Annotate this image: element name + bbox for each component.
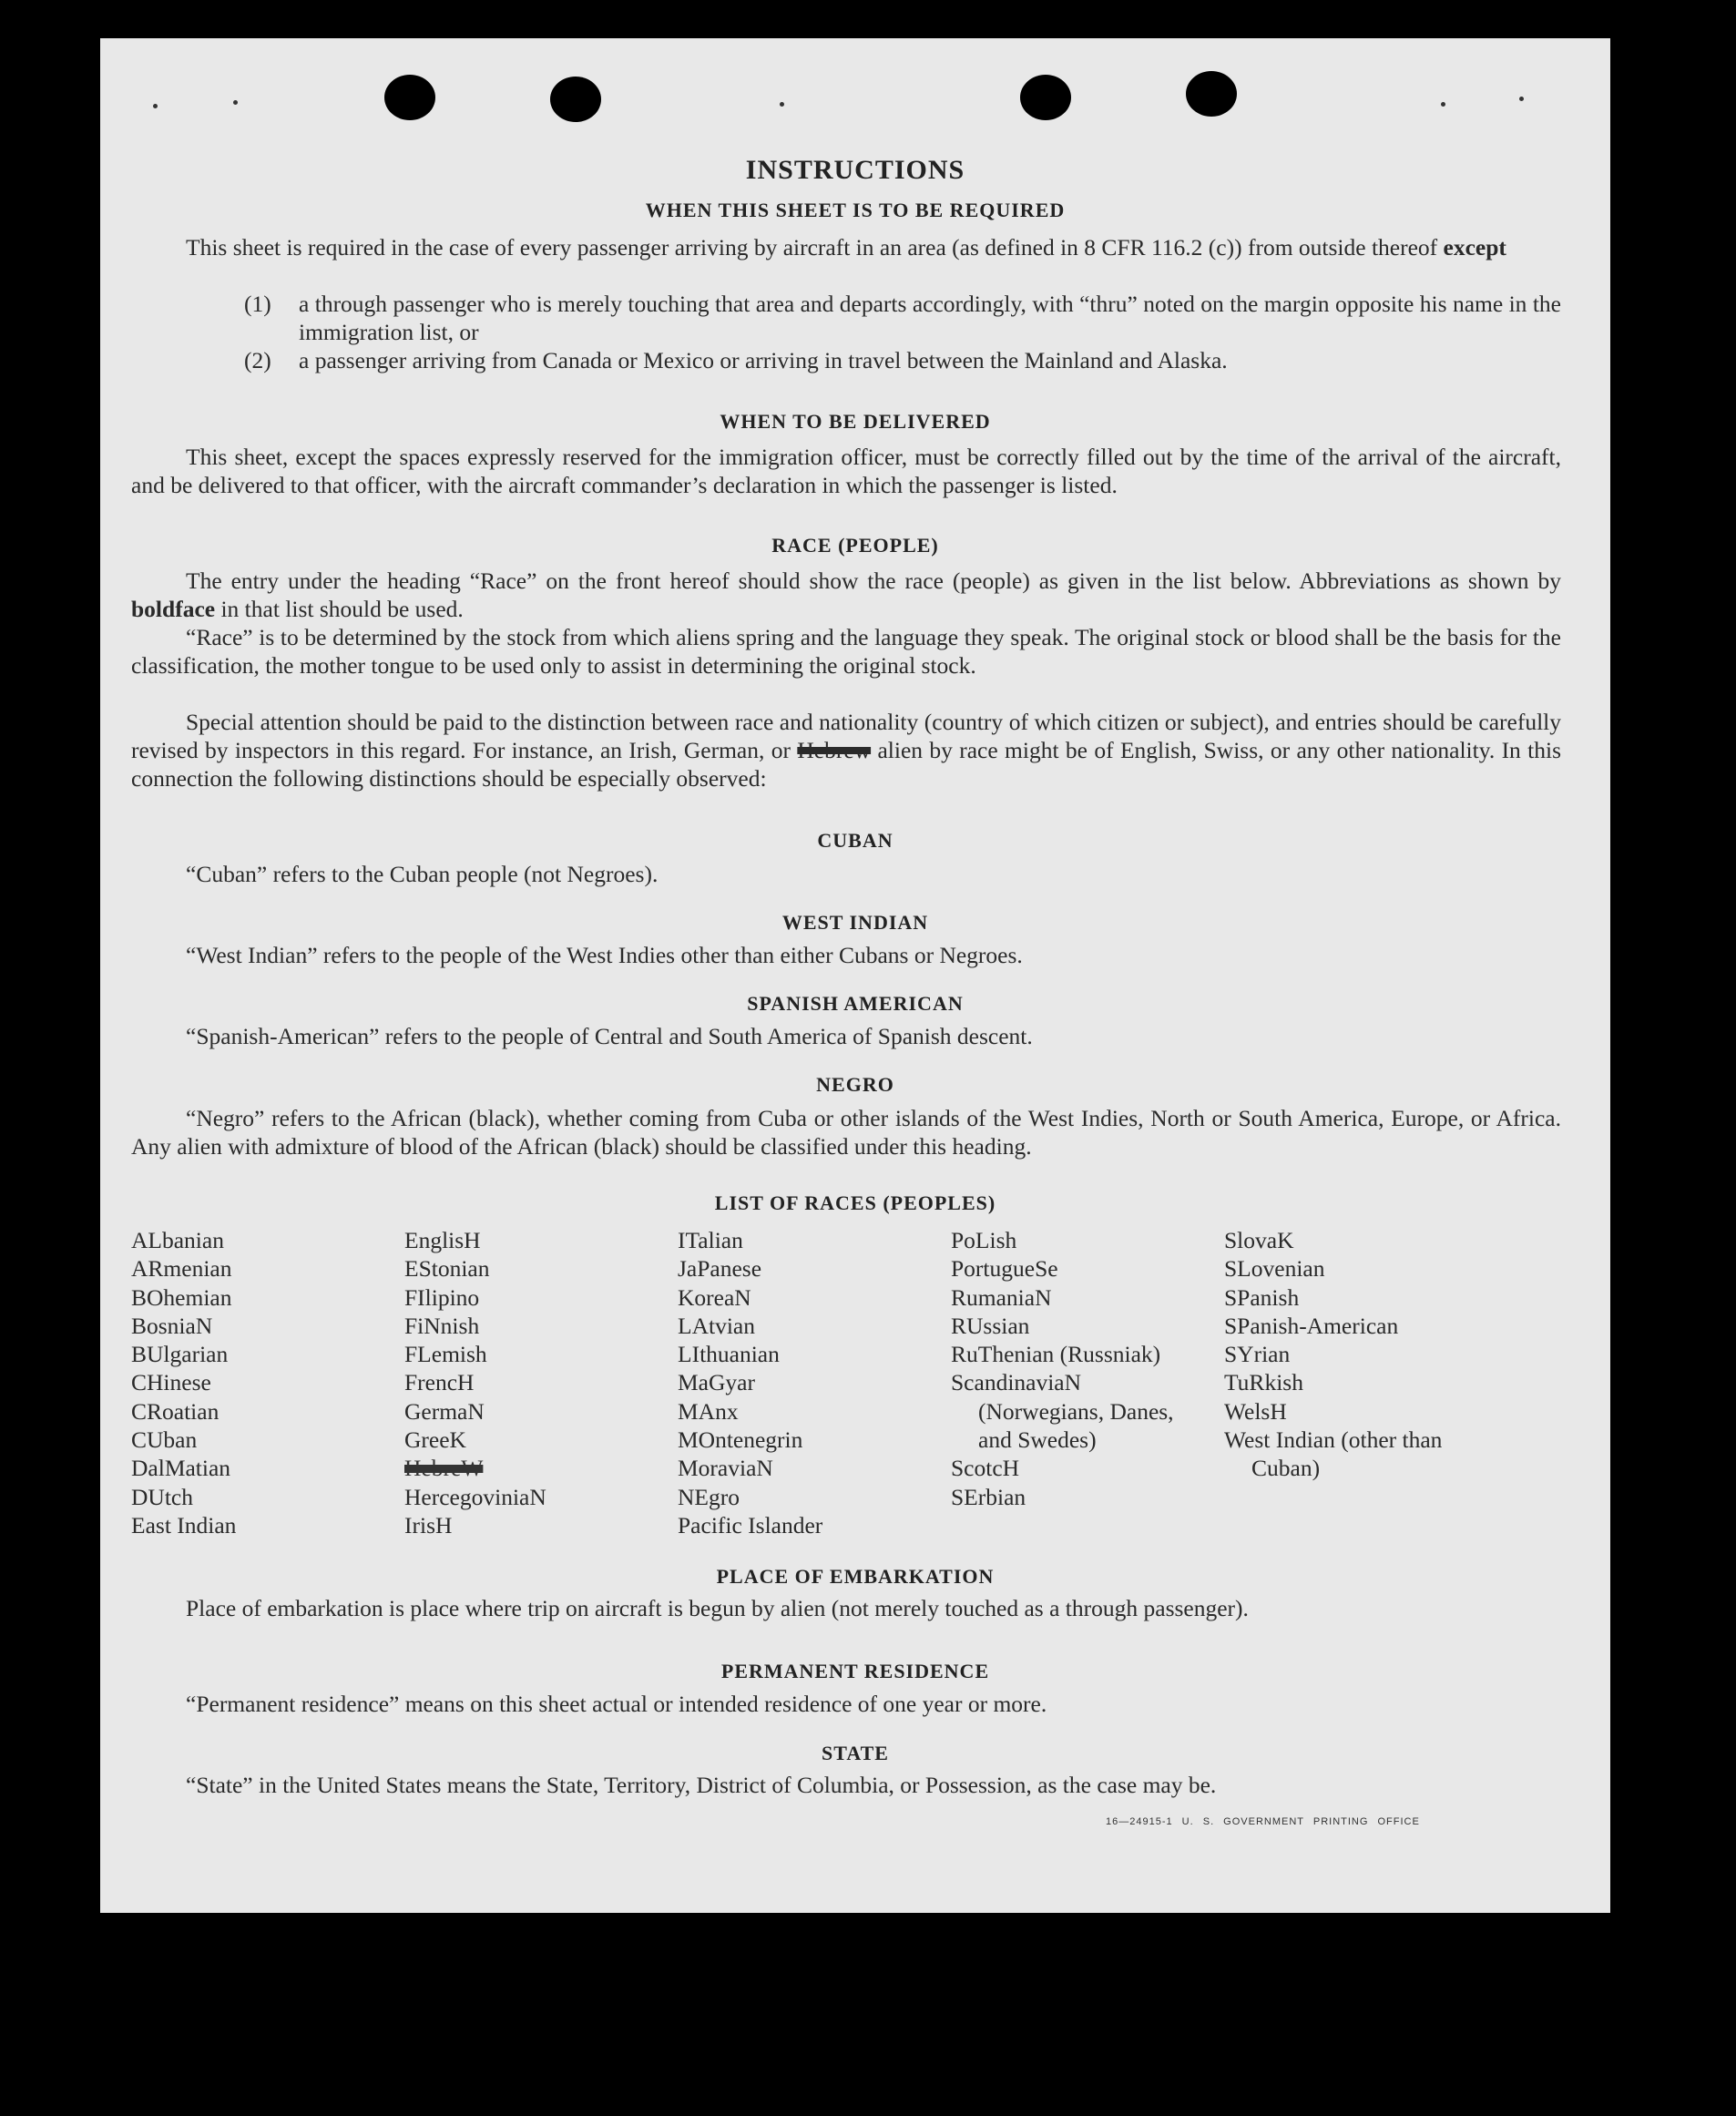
section-text: This sheet is required in the case of every passenger arriving by aircraft in an area (as defined in 8 CFR 116.2 (c)) from outside thereof except [186,234,1506,261]
section-heading: STATE [822,1742,889,1764]
race-entry: PortugueSe [951,1255,1058,1283]
race-entry: HebreW [404,1455,484,1482]
race-entry: RumaniaN [951,1283,1052,1311]
section-heading: PERMANENT RESIDENCE [720,1660,990,1682]
race-entry: KoreaN [678,1283,751,1311]
page-title: INSTRUCTIONS [745,155,965,185]
form-number: 16—24915-1 [1106,1816,1173,1827]
race-entry: LIthuanian [678,1341,780,1368]
race-column [951,1226,1199,1511]
race-entry: FiNnish [404,1312,480,1339]
section-text: Special attention should be paid to the distinction between race and nationality (country of which citizen or subject), and entries should be carefully revised by inspectors in this regard. For instance, an Irish, German, or Hebrew alien by race might be of English, Swiss, or any other nationality. In this connection the following distinctions should be especially observed: [131,709,1562,792]
punch-hole [1020,75,1071,120]
paper-speck [153,104,158,108]
race-entry: CHinese [131,1369,211,1396]
race-entry: EnglisH [404,1227,481,1253]
section-text: “State” in the United States means the State, Territory, District of Columbia, or Possession, as the case may be. [186,1772,1217,1798]
race-entry: East Indian [131,1511,237,1538]
race-entry: TuRkish [1224,1369,1303,1396]
section-heading: SPANISH AMERICAN [747,992,964,1015]
section-text: “Spanish-American” refers to the people of Central and South America of Spanish descent. [186,1023,1033,1049]
race-entry: SPanish-American [1224,1312,1399,1339]
section-text: “Race” is to be determined by the stock from which aliens spring and the language they speak. The original stock or blood shall be the basis for the classification, the mother tongue to be used only to assist in determining the original stock. [131,624,1561,679]
section-heading: CUBAN [817,829,894,852]
race-entry: ITalian [678,1227,743,1253]
struck-word: Hebrew [797,737,872,763]
race-entry: ALbanian [131,1227,224,1253]
race-entry: FrencH [404,1369,475,1396]
race-entry: SErbian [951,1483,1026,1510]
race-entry: CRoatian [131,1397,220,1425]
section-text: This sheet, except the spaces expressly reserved for the immigration officer, must be correctly filled out by the time of the arrival of the aircraft, and be delivered to that officer, with the aircraft commander’s declaration in which the passenger is listed. [131,444,1561,498]
punch-hole [550,77,601,122]
race-entry: West Indian (other than Cuban) [1224,1426,1443,1482]
paper-speck [1519,97,1524,101]
section-heading: WHEN THIS SHEET IS TO BE REQUIRED [645,199,1066,221]
race-entry: ScotcH [951,1455,1020,1482]
section-text: “Permanent residence” means on this sheet actual or intended residence of one year or more. [186,1691,1047,1717]
race-entry: WelsH [1224,1397,1287,1425]
race-entry: FIlipino [404,1283,480,1311]
race-entry: MOntenegrin [678,1426,803,1454]
race-entry: MoraviaN [678,1455,773,1482]
race-entry: LAtvian [678,1312,755,1339]
section-text: The entry under the heading “Race” on the front hereof should show the race (people) as given in the list below. Abbreviations as shown by boldface in that list should be used. [131,567,1561,622]
race-entry: ARmenian [131,1255,232,1283]
punch-hole [384,75,435,120]
printing-office-imprint [1106,1816,1420,1827]
race-entry: SPanish [1224,1283,1300,1311]
race-entry: PoLish [951,1227,1017,1253]
race-entry: IrisH [404,1511,453,1538]
section-text: Place of embarkation is place where trip on aircraft is begun by alien (not merely touched as a through passenger). [186,1595,1249,1621]
section-heading: WHEN TO BE DELIVERED [720,410,991,433]
paper-speck [780,102,784,107]
race-entry: FLemish [404,1341,487,1368]
printer-name: U. S. GOVERNMENT PRINTING OFFICE [1181,1816,1420,1827]
race-entry: MaGyar [678,1369,755,1396]
race-entry: RuThenian (Russniak) [951,1341,1161,1368]
instruction-sheet [100,38,1610,1913]
race-entry: ScandinaviaN (Norwegians, Danes, and Swedes) [951,1369,1174,1454]
section-text: “Cuban” refers to the Cuban people (not Negroes). [186,861,659,887]
race-entry: RUssian [951,1312,1030,1339]
punch-hole [1186,71,1237,117]
race-column [131,1226,386,1539]
section-heading: WEST INDIAN [781,911,929,934]
section-heading: LIST OF RACES (PEOPLES) [714,1191,996,1214]
race-entry: SLovenian [1224,1255,1325,1283]
race-entry: JaPanese [678,1255,762,1283]
race-entry: DUtch [131,1483,193,1510]
race-entry: GreeK [404,1426,466,1454]
race-entry: NEgro [678,1483,740,1510]
race-entry: GermaN [404,1397,485,1425]
race-entry: BosniaN [131,1312,213,1339]
race-entry: BOhemian [131,1283,232,1311]
race-entry: DalMatian [131,1455,231,1482]
race-column [1224,1226,1488,1483]
section-heading: PLACE OF EMBARKATION [716,1565,995,1588]
paper-speck [233,100,238,105]
section-text: “Negro” refers to the African (black), whether coming from Cuba or other islands of the West Indies, North or South America, Europe, or Africa. Any alien with admixture of blood of the African (black) should be classified under this heading. [131,1105,1561,1160]
list-item: (2) a passenger arriving from Canada or Mexico or arriving in travel between the Mainland and Alaska. [244,347,1228,373]
section-text: “West Indian” refers to the people of the West Indies other than either Cubans or Negroes. [186,942,1023,968]
race-column [404,1226,659,1539]
race-entry: EStonian [404,1255,490,1283]
race-entry: MAnx [678,1397,739,1425]
paper-speck [1441,102,1445,107]
list-item: (1) a through passenger who is merely touching that area and departs accordingly, with “thru” noted on the margin opposite his name in the immigration list, or [244,291,1561,345]
race-entry: BUlgarian [131,1341,229,1368]
race-entry: SlovaK [1224,1227,1294,1253]
section-heading: RACE (PEOPLE) [771,534,939,557]
race-column [678,1226,933,1539]
race-entry: HercegoviniaN [404,1483,546,1510]
race-entry: SYrian [1224,1341,1291,1368]
section-heading: NEGRO [816,1073,894,1096]
race-entry: Pacific Islander [678,1511,823,1538]
race-entry: CUban [131,1426,198,1454]
